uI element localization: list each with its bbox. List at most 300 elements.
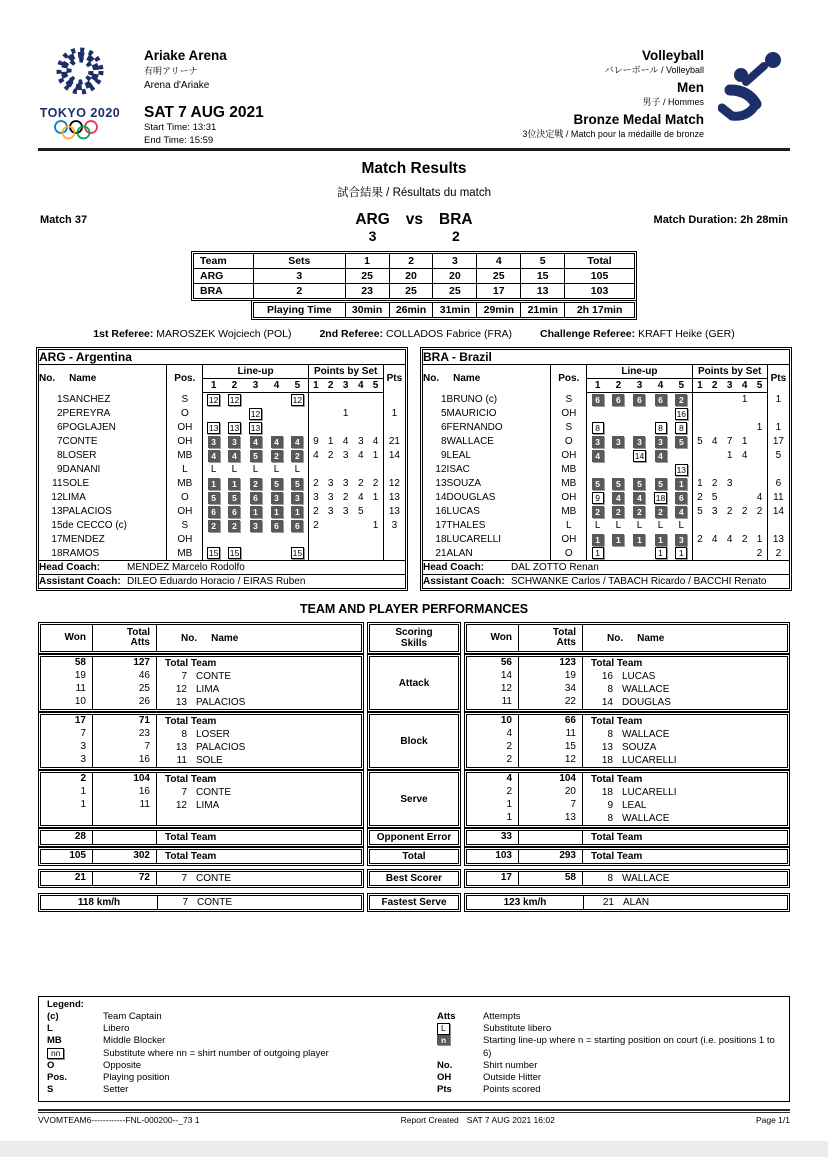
won-value: 2 bbox=[467, 786, 519, 799]
legend-description: Shirt number bbox=[483, 1059, 538, 1071]
points-cell bbox=[737, 477, 752, 491]
points-cell bbox=[353, 519, 368, 533]
best-scorer-row bbox=[466, 871, 788, 886]
lineup-cell bbox=[650, 519, 671, 533]
lineup-cell bbox=[203, 407, 224, 421]
player-pts: 3 bbox=[383, 519, 405, 533]
player-row bbox=[423, 547, 790, 561]
lineup-start-cell: 3 bbox=[208, 436, 220, 448]
player-number: 11 bbox=[176, 755, 187, 766]
lineup-start-cell: 3 bbox=[592, 436, 604, 448]
lineup-set-number: 4 bbox=[266, 379, 287, 393]
col-header-no-name: No. Name bbox=[607, 632, 665, 644]
score-table-body bbox=[194, 254, 635, 299]
points-cell bbox=[692, 407, 707, 421]
playing-time-cell: 29min bbox=[477, 303, 521, 318]
points-cell: 2 bbox=[756, 506, 763, 517]
libero-mark: L bbox=[678, 520, 685, 531]
lineup-start-cell: 1 bbox=[633, 534, 645, 546]
total-team-row bbox=[41, 773, 361, 786]
referee-label: 2nd Referee: bbox=[319, 328, 386, 340]
atts-value: 19 bbox=[519, 670, 583, 683]
end-time: End Time: 15:59 bbox=[144, 134, 214, 146]
performance-header bbox=[40, 624, 362, 652]
total-values bbox=[41, 850, 361, 863]
points-cell: 2 bbox=[327, 450, 334, 461]
points-cell: 3 bbox=[342, 506, 349, 517]
lineup-start-cell: 3 bbox=[633, 436, 645, 448]
points-cell: 3 bbox=[327, 478, 334, 489]
points-cell: 5 bbox=[357, 506, 364, 517]
player-number: 12 bbox=[175, 684, 187, 695]
lineup-start-cell: 2 bbox=[208, 520, 220, 532]
assistant-coach-row-cell bbox=[39, 575, 406, 589]
points-cell bbox=[323, 421, 338, 435]
player-number: 8 bbox=[607, 684, 613, 695]
lineup-start-cell: 4 bbox=[655, 450, 667, 462]
lineup-cell bbox=[650, 505, 671, 519]
points-cell bbox=[338, 393, 353, 407]
player-position: MB bbox=[551, 463, 587, 477]
lineup-cell bbox=[245, 547, 266, 561]
player-name: SOUZA bbox=[446, 478, 481, 489]
best-scorer-values bbox=[467, 872, 787, 885]
tokyo-2020-text: TOKYO 2020 bbox=[39, 106, 121, 120]
coach-label: Assistant Coach: bbox=[423, 576, 505, 587]
lineup-set-number: 1 bbox=[587, 379, 608, 393]
player-number: 15 bbox=[51, 520, 63, 531]
player-stat-row bbox=[41, 728, 361, 741]
col-header-points-by-set: Points by Set bbox=[308, 365, 383, 379]
player-ref bbox=[583, 787, 787, 798]
atts-value: 16 bbox=[93, 786, 157, 799]
player-stat-row bbox=[41, 812, 361, 825]
report-created-value: SAT 7 AUG 2021 16:02 bbox=[466, 1115, 555, 1126]
lineup-cell bbox=[203, 519, 224, 533]
player-row bbox=[39, 477, 406, 491]
player-stat-row bbox=[467, 728, 787, 741]
col-header-pos: Pos. bbox=[167, 365, 203, 393]
player-number: 8 bbox=[607, 873, 613, 884]
points-cell: 4 bbox=[308, 449, 323, 463]
player-name: POGLAJEN bbox=[62, 422, 116, 433]
lineup-cell bbox=[266, 533, 287, 547]
points-cell bbox=[722, 463, 737, 477]
legend-item bbox=[437, 1084, 781, 1096]
player-pts: 1 bbox=[383, 407, 405, 421]
olympic-rings-icon bbox=[49, 120, 111, 140]
points-cell bbox=[353, 547, 368, 561]
total-team-label: Total Team bbox=[591, 774, 643, 785]
lineup-cell bbox=[629, 421, 650, 435]
legend-symbol: L bbox=[47, 1023, 53, 1035]
player-name: DANANI bbox=[62, 464, 101, 475]
skill-label-block: Block bbox=[369, 714, 459, 768]
player-name: SOLE bbox=[196, 755, 223, 766]
lineup-cell bbox=[245, 519, 266, 533]
best-scorer-points: 17 bbox=[467, 872, 519, 885]
lineup-start-cell: 5 bbox=[271, 478, 283, 490]
coach-name: MENDEZ Marcelo Rodolfo bbox=[127, 562, 245, 573]
player-pts bbox=[767, 407, 789, 421]
player-ref bbox=[157, 729, 361, 740]
player-position: MB bbox=[551, 477, 587, 491]
player-stat-row bbox=[467, 812, 787, 825]
team-title: ARG - Argentina bbox=[39, 350, 406, 365]
player-number: 13 bbox=[175, 697, 187, 708]
referee-label: 1st Referee: bbox=[93, 328, 157, 340]
lineup-start-cell: 4 bbox=[633, 492, 645, 504]
player-name: LUCAS bbox=[622, 671, 656, 682]
points-cell bbox=[368, 505, 383, 519]
atts-value: 7 bbox=[93, 741, 157, 754]
lineup-start-cell: 6 bbox=[675, 492, 687, 504]
atts-value: 302 bbox=[93, 850, 157, 863]
legend-item bbox=[437, 1035, 781, 1059]
player-position: L bbox=[551, 519, 587, 533]
legend-symbol: O bbox=[47, 1059, 55, 1071]
player-name: WALLACE bbox=[622, 873, 670, 884]
atts-value: 104 bbox=[93, 773, 157, 786]
score-team-cell: BRA bbox=[194, 284, 254, 299]
points-cell bbox=[323, 519, 338, 533]
lineup-cell bbox=[587, 533, 608, 547]
points-cell bbox=[323, 393, 338, 407]
legend-description: Outside Hitter bbox=[483, 1072, 542, 1084]
points-cell: 3 bbox=[327, 492, 334, 503]
lineup-cell bbox=[266, 407, 287, 421]
referee-name: KRAFT Heike (GER) bbox=[638, 328, 735, 340]
gender-name: Men bbox=[677, 80, 704, 95]
lineup-cell bbox=[245, 463, 266, 477]
lineup-cell bbox=[650, 463, 671, 477]
points-cell: 3 bbox=[308, 491, 323, 505]
lineup-cell bbox=[287, 491, 308, 505]
performances bbox=[0, 624, 828, 910]
player-pts: 13 bbox=[383, 491, 405, 505]
lineup-cell bbox=[608, 407, 629, 421]
lineup-start-cell: 1 bbox=[250, 506, 262, 518]
score-row bbox=[194, 269, 635, 284]
lineup-cell bbox=[245, 477, 266, 491]
player-row bbox=[39, 435, 406, 449]
player-position: OH bbox=[167, 435, 203, 449]
atts-value: 66 bbox=[519, 715, 583, 728]
volleyball-pictogram bbox=[718, 44, 790, 148]
player-pts: 2 bbox=[767, 547, 789, 561]
player-name: de CECCO (c) bbox=[62, 520, 127, 531]
player-name: CONTE bbox=[62, 436, 98, 447]
score-value-cell: 13 bbox=[521, 284, 565, 299]
lineup-cell bbox=[287, 547, 308, 561]
player-number: 6 bbox=[56, 422, 63, 433]
player-ref bbox=[583, 697, 787, 708]
legend-symbol: Pts bbox=[437, 1084, 452, 1096]
lineup-start-cell: 1 bbox=[208, 478, 220, 490]
player-number: 13 bbox=[175, 742, 187, 753]
points-cell bbox=[308, 421, 323, 435]
lineup-start-cell: 2 bbox=[271, 450, 283, 462]
lineup-set-number: 5 bbox=[287, 379, 308, 393]
opponent-error-row bbox=[40, 830, 362, 845]
lineup-start-cell: 4 bbox=[228, 450, 240, 462]
player-stat-row bbox=[467, 683, 787, 696]
lineup-cell bbox=[224, 477, 245, 491]
playing-time-cell: 21min bbox=[521, 303, 565, 318]
best-scorer-row bbox=[40, 871, 362, 886]
points-cell bbox=[308, 533, 323, 547]
legend-item bbox=[437, 1072, 781, 1084]
atts-value: 25 bbox=[93, 683, 157, 696]
col-header-won: Won bbox=[467, 625, 519, 651]
playing-time-body bbox=[254, 303, 635, 318]
lineup-start-cell: 2 bbox=[612, 506, 624, 518]
lineup-start-cell: 6 bbox=[208, 506, 220, 518]
legend-item bbox=[47, 1060, 437, 1072]
player-row bbox=[39, 449, 406, 463]
best-scorer-points: 21 bbox=[41, 872, 93, 885]
player-position: MB bbox=[167, 477, 203, 491]
total-team-row bbox=[41, 657, 361, 670]
lineup-cell bbox=[587, 505, 608, 519]
points-cell bbox=[338, 519, 353, 533]
player-ref bbox=[157, 800, 361, 811]
lineup-start-cell: 5 bbox=[655, 478, 667, 490]
playing-time-row bbox=[254, 303, 635, 318]
lineup-start-cell: 5 bbox=[291, 478, 303, 490]
points-cell bbox=[707, 393, 722, 407]
legend-symbol: Pos. bbox=[47, 1072, 68, 1084]
player-position: OH bbox=[551, 407, 587, 421]
player-number: 13 bbox=[51, 506, 63, 517]
points-cell: 2 bbox=[741, 506, 748, 517]
player-position: S bbox=[167, 393, 203, 407]
points-cell bbox=[692, 519, 707, 533]
team-title: BRA - Brazil bbox=[423, 350, 790, 365]
lineup-cell bbox=[287, 463, 308, 477]
won-value: 58 bbox=[41, 657, 93, 670]
points-cell bbox=[707, 519, 722, 533]
points-cell bbox=[692, 463, 707, 477]
points-cell: 1 bbox=[372, 492, 379, 503]
player-name: LUCAS bbox=[446, 506, 480, 517]
team-b-code: BRA bbox=[439, 211, 473, 228]
lineup-start-cell: 3 bbox=[250, 520, 262, 532]
points-cell: 3 bbox=[327, 506, 334, 517]
coach-name: DILEO Eduardo Horacio / EIRAS Ruben bbox=[127, 576, 306, 587]
referee-2 bbox=[319, 328, 512, 340]
points-cell bbox=[722, 547, 737, 561]
legend-description: Substitute libero bbox=[483, 1023, 552, 1035]
won-value: 7 bbox=[41, 728, 93, 741]
lineup-cell bbox=[266, 477, 287, 491]
points-cell bbox=[737, 519, 752, 533]
lineup-sub-cell: 15 bbox=[208, 548, 219, 559]
fastest-serve-player bbox=[584, 896, 787, 909]
legend-item bbox=[437, 1060, 781, 1072]
player-row bbox=[39, 491, 406, 505]
player-position: MB bbox=[167, 547, 203, 561]
player-stat-row bbox=[41, 683, 361, 696]
head-coach-row-cell bbox=[423, 561, 790, 575]
lineup-sub-cell: 15 bbox=[229, 548, 240, 559]
lineup-start-cell: 3 bbox=[655, 436, 667, 448]
lineup-cell bbox=[587, 435, 608, 449]
player-number: 13 bbox=[435, 478, 447, 489]
lineup-start-cell: 2 bbox=[592, 506, 604, 518]
opponent-error-row bbox=[466, 830, 788, 845]
legend-description: Substitute where nn = shirt number of outgoing player bbox=[103, 1047, 329, 1059]
player-stat-row bbox=[467, 741, 787, 754]
legend-description: Middle Blocker bbox=[103, 1035, 166, 1047]
total-team-row bbox=[467, 773, 787, 786]
atts-value: 23 bbox=[93, 728, 157, 741]
player-ref bbox=[583, 813, 787, 824]
player-ref bbox=[157, 697, 361, 708]
atts-value: 127 bbox=[93, 657, 157, 670]
col-header-lineup: Line-up bbox=[587, 365, 692, 379]
col-header-pos: Pos. bbox=[551, 365, 587, 393]
atts-value bbox=[93, 831, 157, 844]
lineup-cell bbox=[587, 449, 608, 463]
player-position: S bbox=[551, 393, 587, 407]
legend-symbol-box: nn bbox=[47, 1048, 64, 1060]
player-pts: 21 bbox=[383, 435, 405, 449]
player-row bbox=[423, 407, 790, 421]
lineup-cell bbox=[203, 435, 224, 449]
points-set-number: 4 bbox=[353, 379, 368, 393]
lineup-cell bbox=[245, 435, 266, 449]
player-ref bbox=[583, 851, 787, 862]
lineup-set-number: 5 bbox=[671, 379, 692, 393]
points-set-number: 5 bbox=[368, 379, 383, 393]
legend-symbol: OH bbox=[437, 1072, 452, 1084]
libero-mark: L bbox=[594, 520, 601, 531]
score-value-cell: 20 bbox=[433, 269, 477, 284]
lineup-sub-cell: 12 bbox=[208, 394, 219, 405]
points-cell bbox=[737, 463, 752, 477]
points-cell bbox=[308, 393, 323, 407]
roster-table-arg bbox=[38, 349, 406, 589]
player-ref bbox=[157, 851, 361, 862]
player-number: 8 bbox=[607, 729, 613, 740]
points-cell bbox=[692, 547, 707, 561]
player-number: 12 bbox=[175, 800, 187, 811]
player-name: BRUNO (c) bbox=[446, 394, 498, 405]
skill-section-serve bbox=[40, 772, 362, 826]
player-number: 9 bbox=[607, 800, 613, 811]
player-number: 1 bbox=[440, 394, 447, 405]
points-cell bbox=[368, 463, 383, 477]
sport-name-sub: バレーボール / Volleyball bbox=[604, 65, 704, 75]
atts-value: 123 bbox=[519, 657, 583, 670]
points-cell bbox=[707, 463, 722, 477]
lineup-cell bbox=[266, 421, 287, 435]
won-value: 105 bbox=[41, 850, 93, 863]
fastest-serve-player bbox=[158, 896, 361, 909]
player-name: FERNANDO bbox=[446, 422, 503, 433]
points-set-number: 5 bbox=[752, 379, 767, 393]
player-name: CONTE bbox=[196, 671, 231, 682]
atts-value: 46 bbox=[93, 670, 157, 683]
points-set-number: 3 bbox=[338, 379, 353, 393]
player-row bbox=[423, 533, 790, 547]
score-header-cell: 3 bbox=[433, 254, 477, 269]
lineup-cell bbox=[671, 463, 692, 477]
player-pts bbox=[767, 519, 789, 533]
lineup-set-number: 4 bbox=[650, 379, 671, 393]
lineup-sub-cell: 12 bbox=[229, 394, 240, 405]
player-name: PALACIOS bbox=[196, 742, 246, 753]
lineup-cell bbox=[245, 491, 266, 505]
skill-label-serve: Serve bbox=[369, 772, 459, 826]
points-cell: 9 bbox=[308, 435, 323, 449]
legend-symbol-filled: n bbox=[437, 1035, 450, 1045]
lineup-cell bbox=[608, 477, 629, 491]
player-ref bbox=[157, 787, 361, 798]
legend-symbol-box: L bbox=[437, 1023, 450, 1035]
won-value: 1 bbox=[467, 812, 519, 825]
player-number: 7 bbox=[56, 436, 63, 447]
match-number: Match 37 bbox=[40, 214, 88, 226]
lineup-cell bbox=[671, 519, 692, 533]
player-ref bbox=[583, 729, 787, 740]
lineup-start-cell: 4 bbox=[592, 450, 604, 462]
points-cell bbox=[353, 533, 368, 547]
lineup-cell bbox=[224, 463, 245, 477]
score-header-cell: 5 bbox=[521, 254, 565, 269]
total-team-label: Total Team bbox=[591, 658, 643, 669]
opponent-error-values bbox=[41, 831, 361, 844]
score-value-cell: 25 bbox=[389, 284, 433, 299]
lineup-cell bbox=[224, 491, 245, 505]
player-name: LUCARELLI bbox=[446, 534, 502, 545]
points-cell: 2 bbox=[692, 491, 707, 505]
event-block bbox=[522, 44, 704, 148]
player-row bbox=[423, 505, 790, 519]
venue-name-jp: 有明アリーナ bbox=[144, 66, 198, 76]
points-cell: 1 bbox=[692, 477, 707, 491]
player-name: CONTE bbox=[197, 897, 232, 908]
lineup-cell bbox=[629, 491, 650, 505]
points-cell bbox=[722, 407, 737, 421]
skill-section-serve bbox=[466, 772, 788, 826]
atts-value: 34 bbox=[519, 683, 583, 696]
atts-value: 293 bbox=[519, 850, 583, 863]
won-value: 4 bbox=[467, 773, 519, 786]
points-cell: 2 bbox=[711, 478, 718, 489]
player-row bbox=[423, 449, 790, 463]
assistant-coach-row bbox=[39, 575, 406, 589]
lineup-cell bbox=[671, 393, 692, 407]
points-cell: 3 bbox=[357, 436, 364, 447]
points-cell bbox=[353, 407, 368, 421]
player-row bbox=[423, 477, 790, 491]
lineup-cell bbox=[224, 393, 245, 407]
player-stat-row bbox=[467, 670, 787, 683]
points-cell bbox=[338, 421, 353, 435]
score-value-cell: 25 bbox=[433, 284, 477, 299]
lineup-start-cell: 1 bbox=[291, 506, 303, 518]
points-cell: 4 bbox=[711, 436, 718, 447]
lineup-sub-cell: 8 bbox=[592, 422, 604, 434]
lineup-set-number: 3 bbox=[245, 379, 266, 393]
player-number: 8 bbox=[56, 450, 63, 461]
legend-symbol bbox=[437, 1023, 483, 1035]
points-cell: 4 bbox=[741, 450, 748, 461]
report-created bbox=[401, 1115, 555, 1125]
lineup-start-cell: 4 bbox=[250, 436, 262, 448]
